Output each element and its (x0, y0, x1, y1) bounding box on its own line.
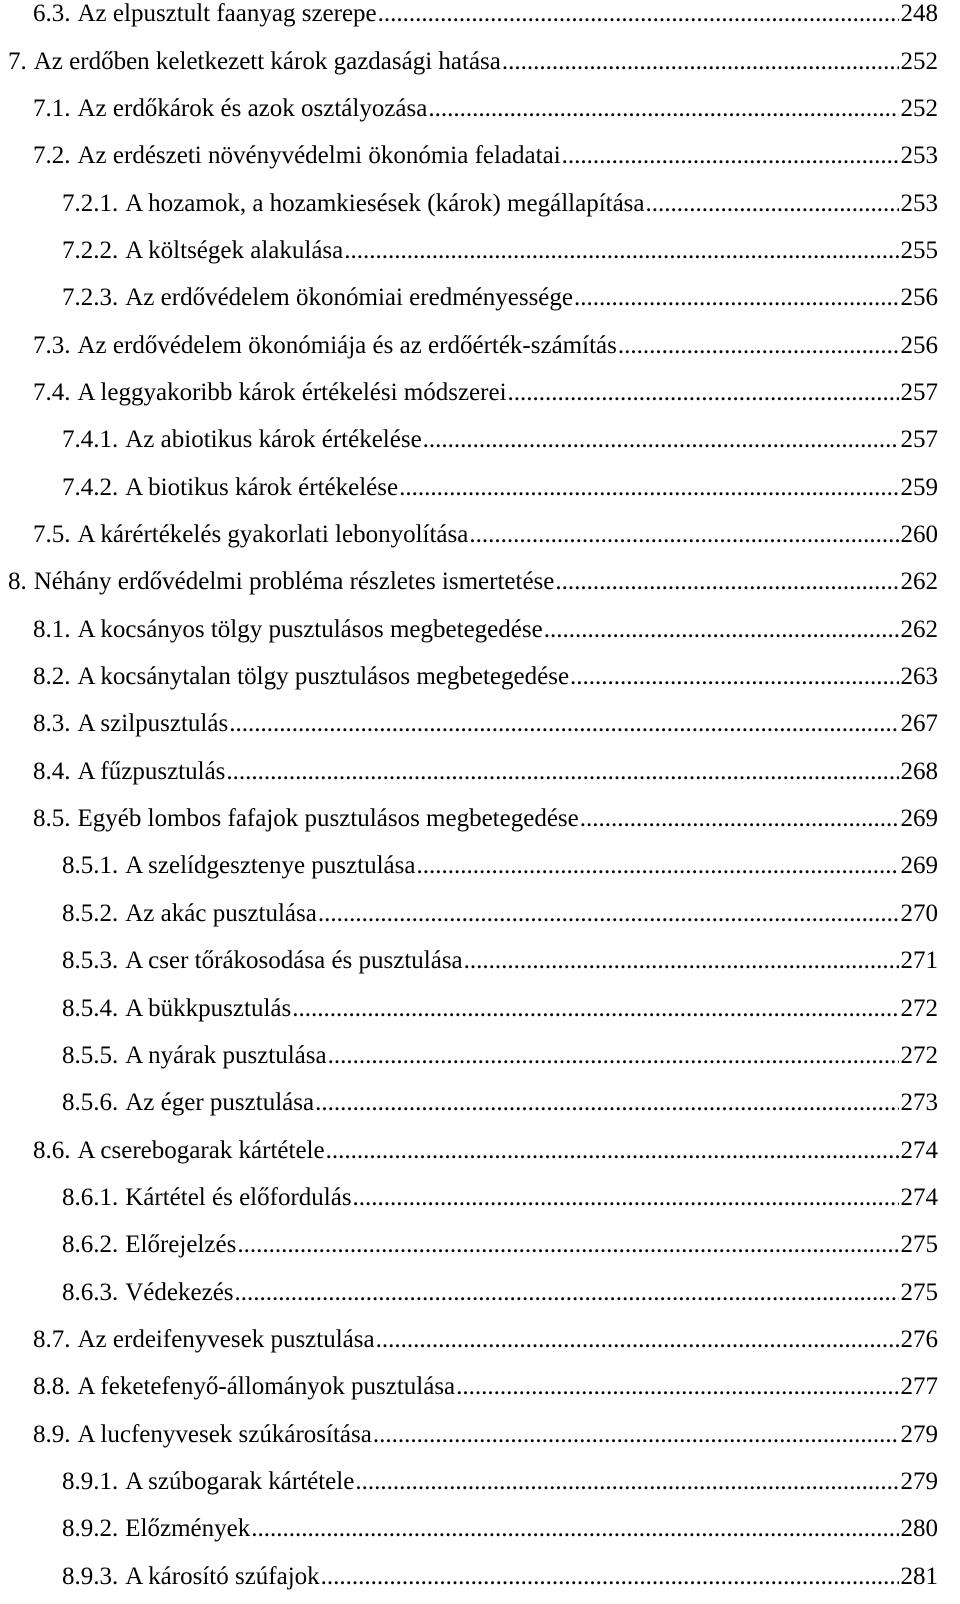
toc-entry-page-number: 274 (900, 1136, 938, 1164)
toc-entry-number: 7.2.2. (62, 236, 119, 264)
toc-entry[interactable] (0, 1458, 960, 1505)
toc-entry-title: Az erdővédelem ökonómiai eredményessége (125, 284, 573, 312)
toc-entry-number: 7.2.1. (62, 189, 119, 217)
toc-entry-number: 8.6.2. (62, 1231, 119, 1259)
toc-entry[interactable] (0, 1411, 960, 1458)
toc-entry[interactable] (0, 85, 960, 132)
toc-entry[interactable] (0, 37, 960, 84)
toc-dot-leader (508, 380, 899, 405)
toc-entry-page-number: 275 (900, 1278, 938, 1306)
toc-entry-page-number: 255 (900, 236, 938, 264)
toc-entry-page-number: 252 (900, 47, 938, 75)
toc-entry-page-number: 253 (900, 142, 938, 170)
toc-entry-page-number: 271 (900, 947, 938, 975)
toc-entry-number: 7. (8, 47, 27, 75)
toc-entry-title: A szúbogarak kártétele (125, 1468, 355, 1496)
toc-entry[interactable] (0, 1553, 960, 1600)
toc-entry-title: A fűzpusztulás (77, 757, 226, 785)
toc-entry-number: 8.7. (33, 1325, 71, 1353)
toc-entry-title: A kocsányos tölgy pusztulásos megbetegedése (77, 615, 543, 643)
toc-entry-page-number: 256 (900, 331, 938, 359)
toc-entry[interactable] (0, 464, 960, 511)
toc-entry-page-number: 272 (900, 1041, 938, 1069)
toc-entry[interactable] (0, 1126, 960, 1173)
toc-entry-title: Néhány erdővédelmi probléma részletes ismertetése (33, 568, 555, 596)
toc-entry-title: A költségek alakulása (125, 236, 344, 264)
toc-entry-title: Az akác pusztulása (125, 899, 317, 927)
toc-entry[interactable] (0, 984, 960, 1031)
toc-entry-number: 7.4. (33, 378, 71, 406)
toc-entry-title: Védekezés (125, 1278, 234, 1306)
toc-entry-page-number: 274 (900, 1183, 938, 1211)
toc-entry[interactable] (0, 511, 960, 558)
toc-entry-page-number: 263 (900, 663, 938, 691)
toc-entry-title: Az erdeifenyvesek pusztulása (77, 1325, 375, 1353)
toc-entry-title: Az erdőben keletkezett károk gazdasági hatása (33, 47, 501, 75)
toc-entry[interactable] (0, 1079, 960, 1126)
toc-entry[interactable] (0, 179, 960, 226)
toc-entry-title: A károsító szúfajok (125, 1562, 320, 1590)
toc-entry-page-number: 280 (900, 1515, 938, 1543)
toc-dot-leader (646, 191, 899, 216)
toc-entry-title: Előrejelzés (125, 1231, 237, 1259)
toc-entry[interactable] (0, 1505, 960, 1552)
toc-entry-number: 7.1. (33, 94, 71, 122)
toc-entry-page-number: 281 (900, 1562, 938, 1590)
toc-dot-leader (373, 1422, 899, 1447)
toc-dot-leader (562, 143, 899, 168)
toc-entry-title: Az éger pusztulása (125, 1089, 315, 1117)
toc-entry-number: 8.5.2. (62, 899, 119, 927)
toc-dot-leader (315, 1090, 898, 1115)
toc-entry-number: 8.1. (33, 615, 71, 643)
toc-entry-page-number: 256 (900, 284, 938, 312)
toc-entry-page-number: 276 (900, 1325, 938, 1353)
toc-entry[interactable] (0, 1316, 960, 1363)
toc-entry-page-number: 260 (900, 521, 938, 549)
toc-entry-number: 8.9. (33, 1420, 71, 1448)
toc-dot-leader (502, 49, 899, 74)
toc-entry-page-number: 275 (900, 1231, 938, 1259)
toc-entry-title: Az elpusztult faanyag szerepe (77, 0, 377, 28)
toc-entry-number: 6.3. (33, 0, 71, 28)
toc-entry[interactable] (0, 795, 960, 842)
toc-entry-title: A cserebogarak kártétele (77, 1136, 325, 1164)
toc-entry-number: 7.2.3. (62, 284, 119, 312)
toc-entry-page-number: 269 (900, 805, 938, 833)
toc-entry[interactable] (0, 321, 960, 368)
toc-entry-page-number: 262 (900, 615, 938, 643)
toc-dot-leader (399, 475, 898, 500)
toc-entry-page-number: 257 (900, 426, 938, 454)
toc-entry[interactable] (0, 700, 960, 747)
toc-entry-title: Előzmények (125, 1515, 251, 1543)
toc-entry-title: A biotikus károk értékelése (125, 473, 399, 501)
toc-entry[interactable] (0, 748, 960, 795)
toc-entry[interactable] (0, 1363, 960, 1410)
toc-entry-page-number: 270 (900, 899, 938, 927)
toc-entry-number: 8.9.2. (62, 1515, 119, 1543)
toc-entry[interactable] (0, 1268, 960, 1315)
toc-entry-page-number: 259 (900, 473, 938, 501)
toc-dot-leader (326, 1138, 899, 1163)
toc-dot-leader (292, 996, 898, 1021)
toc-entry-number: 8.5. (33, 805, 71, 833)
toc-dot-leader (570, 664, 898, 689)
toc-entry-title: Az erdővédelem ökonómiája és az erdőérték-számítás (77, 331, 617, 359)
toc-entry[interactable] (0, 0, 960, 37)
toc-entry-number: 8.5.6. (62, 1089, 119, 1117)
toc-dot-leader (428, 96, 898, 121)
toc-entry-number: 8.3. (33, 710, 71, 738)
toc-entry-title: A szelídgesztenye pusztulása (125, 852, 416, 880)
toc-entry-number: 8.9.3. (62, 1562, 119, 1590)
toc-dot-leader (544, 617, 899, 642)
toc-entry-number: 8.8. (33, 1373, 71, 1401)
toc-entry-title: Az abiotikus károk értékelése (125, 426, 422, 454)
toc-entry-page-number: 267 (900, 710, 938, 738)
toc-dot-leader (416, 853, 898, 878)
toc-dot-leader (353, 1185, 899, 1210)
toc-entry-title: A leggyakoribb károk értékelési módszerei (77, 378, 507, 406)
toc-entry-page-number: 252 (900, 94, 938, 122)
toc-entry[interactable] (0, 653, 960, 700)
toc-entry-page-number: 279 (900, 1468, 938, 1496)
toc-entry[interactable] (0, 1221, 960, 1268)
toc-dot-leader (355, 1469, 898, 1494)
toc-dot-leader (423, 427, 899, 452)
toc-entry-title: Az erdőkárok és azok osztályozása (77, 94, 428, 122)
toc-entry[interactable] (0, 416, 960, 463)
toc-dot-leader (321, 1564, 899, 1589)
toc-dot-leader (469, 522, 898, 547)
toc-dot-leader (456, 1374, 898, 1399)
toc-entry-title: A kárértékelés gyakorlati lebonyolítása (77, 521, 469, 549)
toc-entry-page-number: 272 (900, 994, 938, 1022)
toc-dot-leader (574, 285, 899, 310)
toc-entry-title: Kártétel és előfordulás (125, 1183, 352, 1211)
toc-dot-leader (378, 1, 899, 26)
toc-entry-title: Az erdészeti növényvédelmi ökonómia feladatai (77, 142, 561, 170)
toc-dot-leader (464, 948, 899, 973)
toc-entry-number: 8.5.3. (62, 947, 119, 975)
toc-dot-leader (226, 759, 898, 784)
toc-entry-page-number: 268 (900, 757, 938, 785)
toc-entry-number: 8. (8, 568, 27, 596)
toc-entry[interactable] (0, 274, 960, 321)
toc-entry-number: 8.5.1. (62, 852, 119, 880)
toc-entry-title: A szilpusztulás (77, 710, 229, 738)
toc-entry-number: 7.4.1. (62, 426, 119, 454)
toc-entry-page-number: 248 (900, 0, 938, 28)
toc-entry-number: 7.2. (33, 142, 71, 170)
toc-entry-title: A feketefenyő-állományok pusztulása (77, 1373, 456, 1401)
toc-dot-leader (328, 1043, 899, 1068)
toc-dot-leader (618, 333, 899, 358)
toc-entry-number: 7.4.2. (62, 473, 119, 501)
toc-entry-title: A hozamok, a hozamkiesések (károk) megállapítása (125, 189, 645, 217)
toc-entry-number: 7.3. (33, 331, 71, 359)
toc-dot-leader (229, 711, 898, 736)
toc-entry-page-number: 269 (900, 852, 938, 880)
toc-entry-number: 8.2. (33, 663, 71, 691)
toc-entry[interactable] (0, 842, 960, 889)
toc-entry-title: A nyárak pusztulása (125, 1041, 327, 1069)
toc-entry-page-number: 277 (900, 1373, 938, 1401)
toc-entry[interactable] (0, 606, 960, 653)
toc-dot-leader (318, 901, 899, 926)
toc-dot-leader (555, 569, 898, 594)
toc-entry[interactable] (0, 369, 960, 416)
toc-entry-title: A lucfenyvesek szúkárosítása (77, 1420, 372, 1448)
toc-entry-page-number: 279 (900, 1420, 938, 1448)
toc-entry-number: 8.6. (33, 1136, 71, 1164)
toc-entry-page-number: 273 (900, 1089, 938, 1117)
toc-entry-title: A bükkpusztulás (125, 994, 292, 1022)
toc-entry-title: Egyéb lombos fafajok pusztulásos megbetegedése (77, 805, 579, 833)
toc-entry[interactable] (0, 1032, 960, 1079)
toc-dot-leader (237, 1232, 898, 1257)
toc-entry[interactable] (0, 1174, 960, 1221)
toc-dot-leader (251, 1516, 898, 1541)
toc-entry-page-number: 262 (900, 568, 938, 596)
toc-entry[interactable] (0, 937, 960, 984)
toc-entry[interactable] (0, 132, 960, 179)
toc-entry-page-number: 257 (900, 378, 938, 406)
toc-entry-number: 8.5.5. (62, 1041, 119, 1069)
toc-entry-number: 8.5.4. (62, 994, 119, 1022)
toc-entry-page-number: 253 (900, 189, 938, 217)
toc-entry-title: A cser tőrákosodása és pusztulása (125, 947, 463, 975)
toc-entry-number: 8.6.1. (62, 1183, 119, 1211)
toc-dot-leader (580, 806, 899, 831)
toc-dot-leader (344, 238, 898, 263)
toc-entry-title: A kocsánytalan tölgy pusztulásos megbetegedése (77, 663, 570, 691)
toc-dot-leader (376, 1327, 899, 1352)
toc-entry[interactable] (0, 558, 960, 605)
toc-entry[interactable] (0, 227, 960, 274)
toc-entry-number: 8.9.1. (62, 1468, 119, 1496)
toc-entry-number: 8.4. (33, 757, 71, 785)
toc-entry-number: 8.6.3. (62, 1278, 119, 1306)
toc-dot-leader (235, 1280, 899, 1305)
toc-entry-number: 7.5. (33, 521, 71, 549)
toc-entry[interactable] (0, 890, 960, 937)
